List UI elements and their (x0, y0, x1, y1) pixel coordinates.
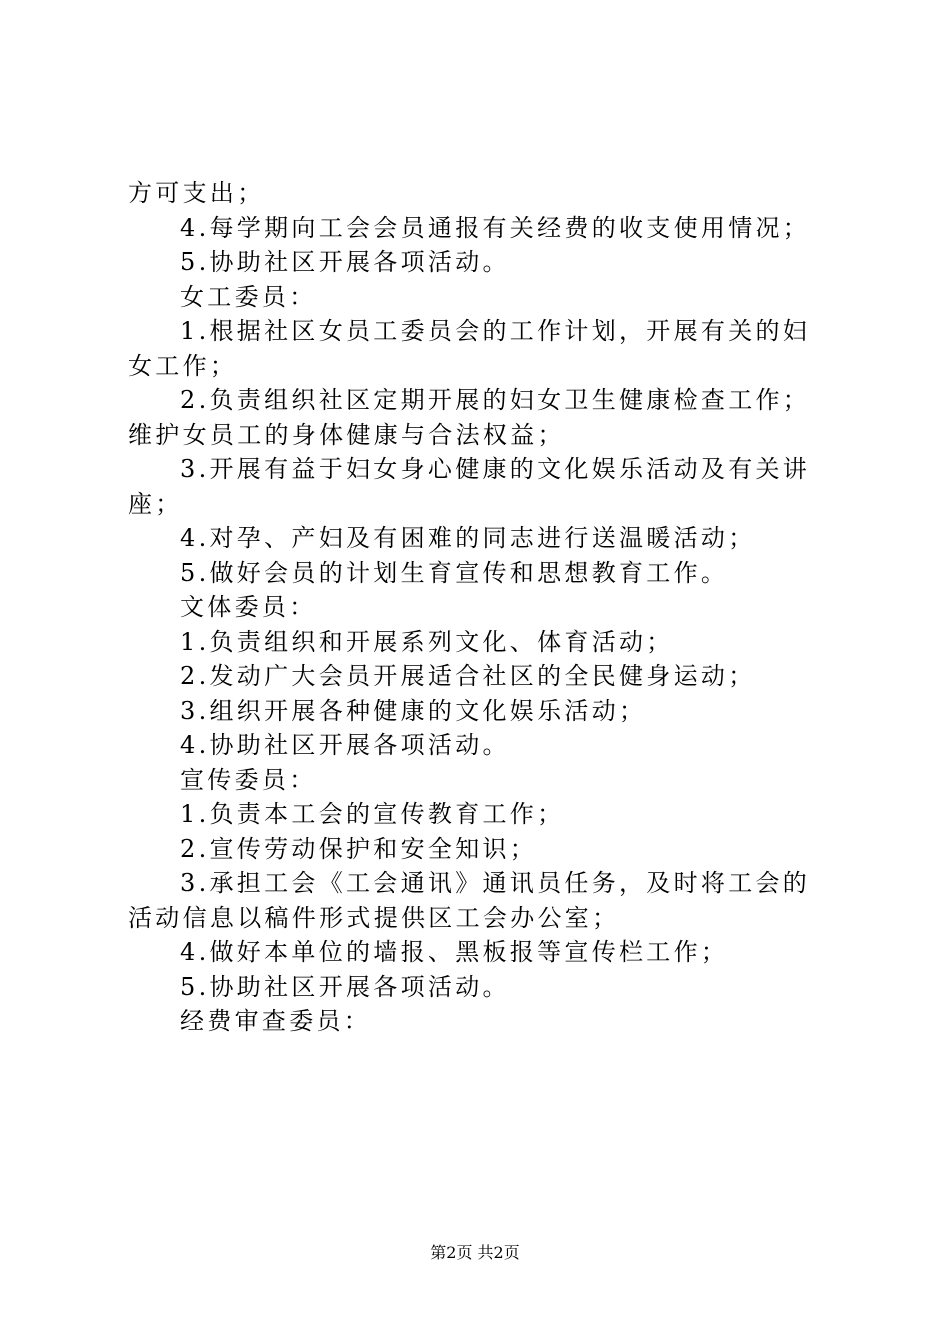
paragraph: 3.开展有益于妇女身心健康的文化娱乐活动及有关讲座； (128, 455, 811, 518)
paragraph: 4.对孕、产妇及有困难的同志进行送温暖活动； (180, 524, 756, 552)
paragraph: 3.组织开展各种健康的文化娱乐活动； (180, 696, 647, 725)
paragraph: 方可支出； (128, 179, 265, 207)
paragraph: 5.协助社区开展各项活动。 (180, 248, 510, 276)
paragraph: 5.做好会员的计划生育宣传和思想教育工作。 (180, 558, 729, 587)
paragraph: 2.宣传劳动保护和安全知识； (180, 834, 538, 863)
paragraph: 5.协助社区开展各项活动。 (180, 972, 510, 1001)
paragraph: 经费审查委员： (180, 1007, 372, 1035)
paragraph: 1.负责本工会的宣传教育工作； (180, 800, 565, 828)
paragraph: 3.承担工会《工会通讯》通讯员任务，及时将工会的活动信息以稿件形式提供区工会办公室； (128, 869, 811, 932)
paragraph: 2.负责组织社区定期开展的妇女卫生健康检查工作；维护女员工的身体健康与合法权益； (128, 386, 811, 449)
page-footer: 第2页 共2页 (430, 1243, 520, 1262)
paragraph: 1.根据社区女员工委员会的工作计划，开展有关的妇女工作； (128, 317, 811, 380)
paragraph: 4.每学期向工会会员通报有关经费的收支使用情况； (180, 213, 811, 242)
paragraph: 女工委员： (180, 282, 317, 311)
paragraph: 4.做好本单位的墙报、黑板报等宣传栏工作； (180, 938, 729, 966)
paragraph: 4.协助社区开展各项活动。 (180, 731, 510, 759)
paragraph: 1.负责组织和开展系列文化、体育活动； (180, 627, 674, 656)
document-body (128, 176, 828, 1039)
paragraph: 2.发动广大会员开展适合社区的全民健身运动； (180, 662, 756, 690)
paragraph: 宣传委员： (180, 765, 317, 794)
paragraph: 文体委员： (180, 593, 317, 621)
